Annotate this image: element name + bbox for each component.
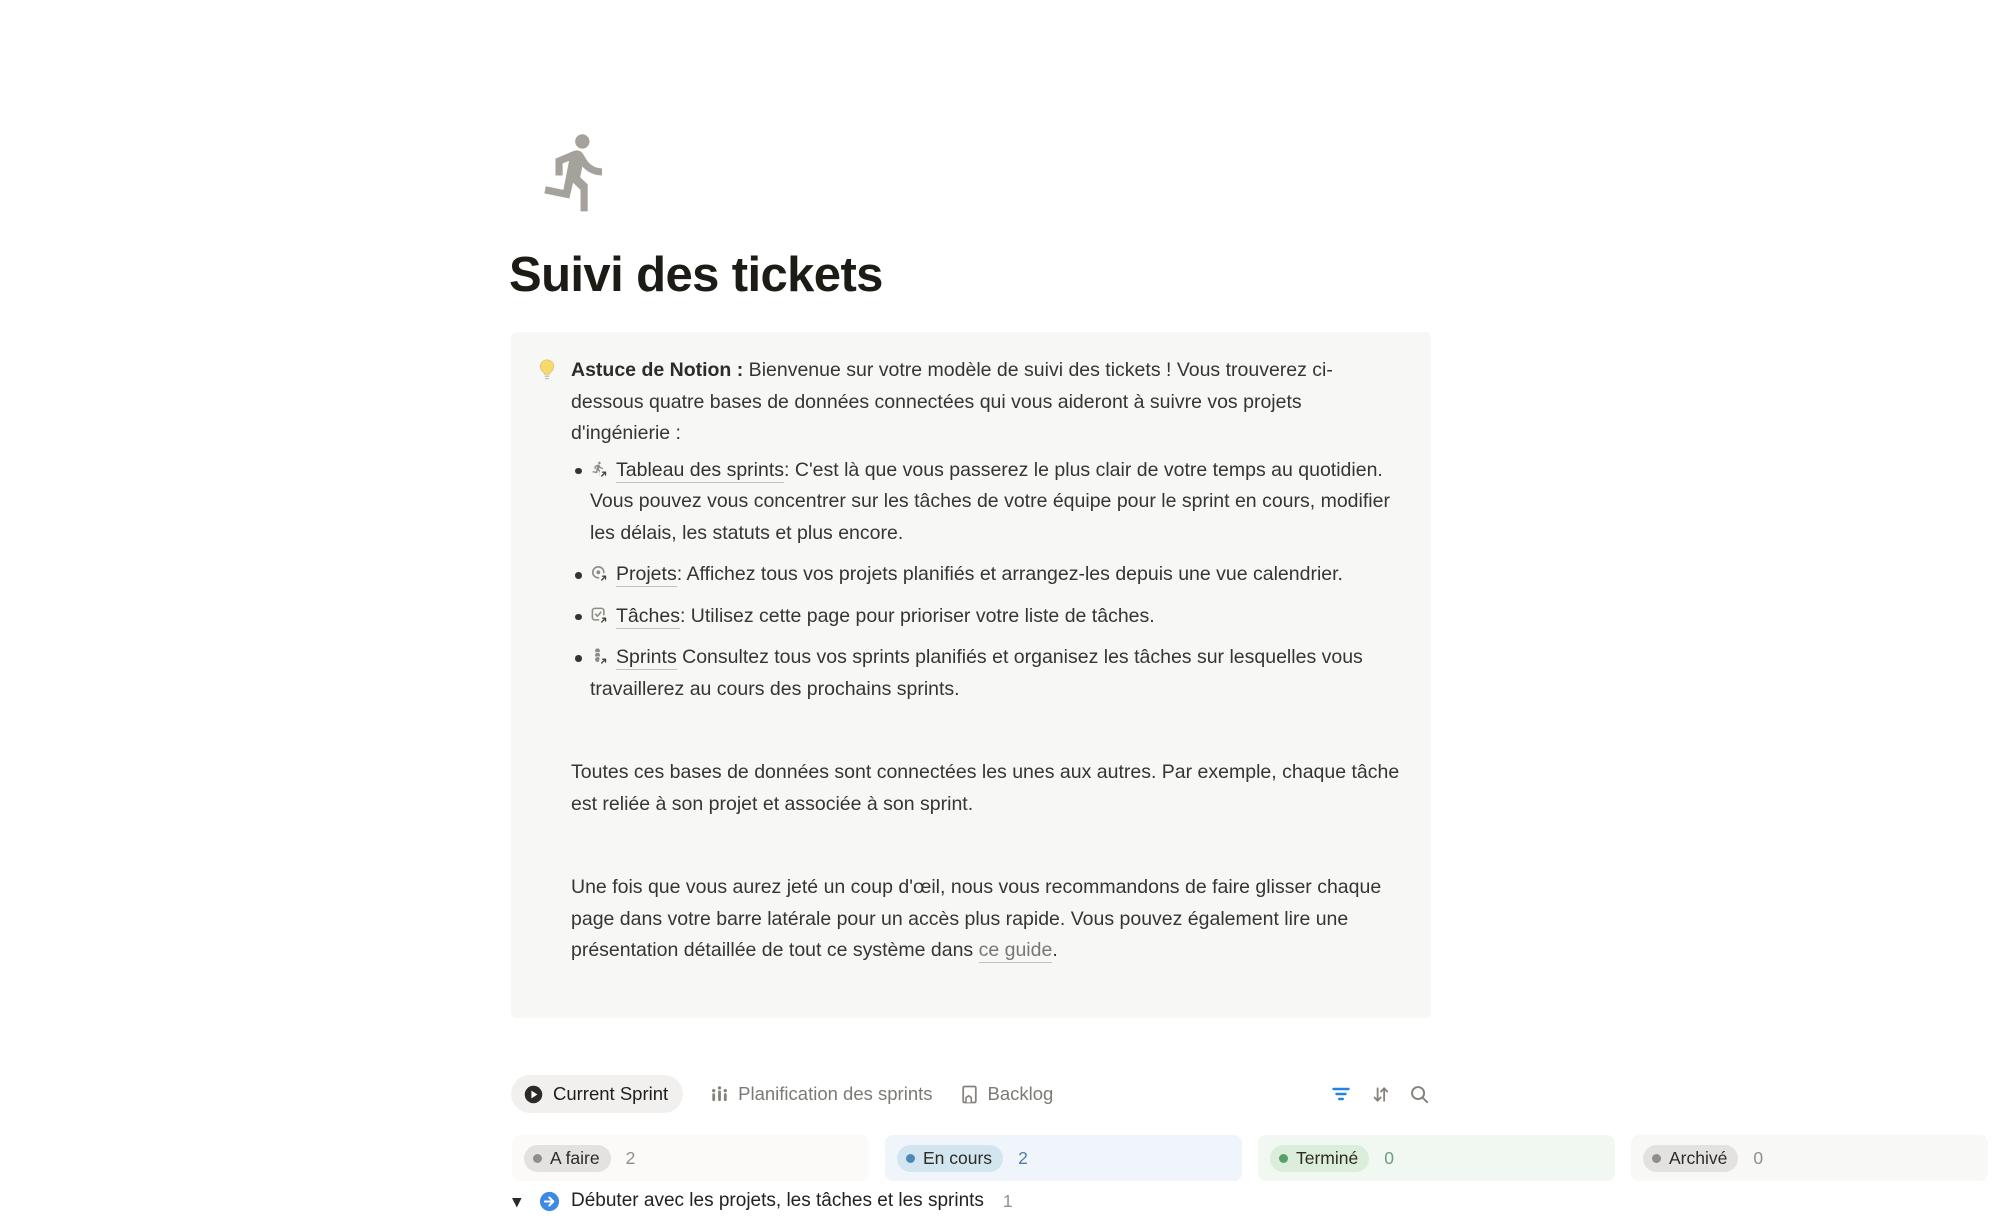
tab-planification-des-sprints[interactable] (709, 1083, 932, 1105)
tab-label: Planification des sprints (738, 1083, 933, 1104)
board-group-headers (512, 1135, 1992, 1181)
group-count: 2 (625, 1147, 636, 1168)
board-column-a-faire (512, 1135, 869, 1181)
list-item (571, 559, 1403, 591)
sprint-group-label[interactable]: Débuter avec les projets, les tâches et les sprints (571, 1190, 984, 1211)
list-item (571, 601, 1403, 633)
callout-intro (571, 355, 1403, 450)
tab-label: Current Sprint (553, 1083, 669, 1104)
board-column-archive (1631, 1135, 1988, 1181)
notion-tip-callout (511, 332, 1431, 1018)
status-label: Terminé (1296, 1147, 1359, 1168)
tab-current-sprint[interactable] (511, 1075, 683, 1113)
bullet-text: : C'est là que vous passerez le plus clair de votre temps au quotidien. Vous pouvez vous concentrer sur les tâches de votre équipe pour le sprint en cours, modifier les délais, les statuts et plus encore. (590, 458, 1390, 544)
status-badge[interactable] (1643, 1145, 1738, 1172)
link-projets[interactable]: Projets (616, 563, 677, 585)
link-ce-guide[interactable]: ce guide (978, 939, 1053, 961)
status-dot (906, 1154, 915, 1163)
bullet-text: : Utilisez cette page pour prioriser votre liste de tâches. (679, 604, 1155, 627)
bullet-text: Consultez tous vos sprints planifiés et organisez les tâches sur lesquelles vous travaillerez au cours des prochains sprints. (590, 646, 1363, 700)
sprint-arrow-icon (538, 1190, 561, 1213)
search-icon[interactable] (1407, 1082, 1431, 1106)
board-column-en-cours (885, 1135, 1242, 1181)
tab-backlog[interactable] (959, 1083, 1054, 1105)
sprint-group-count: 1 (1002, 1190, 1013, 1211)
callout-paragraph: Toutes ces bases de données sont connectées les unes aux autres. Par exemple, chaque tâche est reliée à son projet et associée à son sprint. (571, 761, 1400, 815)
book-icon (959, 1084, 980, 1105)
status-label: Archivé (1669, 1147, 1728, 1168)
light-bulb-icon (534, 357, 560, 383)
callout-intro-text: Bienvenue sur votre modèle de suivi des tickets ! Vous trouverez ci-dessous quatre bases de données connectées qui vous aideront à suivre vos projets d'ingénierie : (571, 359, 1333, 444)
group-count: 0 (1384, 1147, 1394, 1168)
target-link-icon (590, 562, 609, 581)
timeline-icon (709, 1084, 730, 1105)
list-item (571, 642, 1403, 705)
runner-link-icon (590, 458, 609, 477)
callout-paragraph (571, 872, 1403, 967)
callout-intro-bold: Astuce de Notion : (571, 359, 744, 381)
status-badge[interactable] (897, 1145, 1003, 1172)
status-dot (1652, 1154, 1661, 1163)
page-icon-runner[interactable] (534, 128, 620, 216)
callout-body (571, 355, 1403, 967)
page-title[interactable]: Suivi des tickets (509, 248, 883, 302)
task-link-icon (590, 604, 609, 623)
database-views-bar (511, 1072, 1431, 1116)
view-toolbar (1329, 1082, 1431, 1106)
link-tableau-des-sprints[interactable]: Tableau des sprints (616, 458, 785, 481)
sort-icon[interactable] (1368, 1082, 1392, 1106)
link-sprints[interactable]: Sprints (616, 646, 677, 668)
tab-label: Backlog (987, 1083, 1054, 1104)
status-dot (1279, 1154, 1288, 1163)
board-column-termine (1258, 1135, 1615, 1181)
sprint-subgroup-row (512, 1186, 1512, 1216)
paragraph-text: . (1052, 939, 1058, 961)
play-circle-icon (523, 1084, 544, 1105)
status-label: A faire (550, 1147, 600, 1168)
link-taches[interactable]: Tâches (616, 604, 680, 627)
database-link-icon (590, 645, 609, 664)
group-count: 2 (1018, 1147, 1028, 1168)
list-item (571, 455, 1403, 550)
paragraph-text: Une fois que vous aurez jeté un coup d'œil, nous vous recommandons de faire glisser chaque page dans votre barre latérale pour un accès plus rapide. Vous pouvez également lire une présentation détaillée de tout ce système dans (571, 876, 1382, 961)
status-badge[interactable] (524, 1145, 611, 1172)
filter-icon[interactable] (1329, 1082, 1353, 1106)
runner-icon (534, 128, 620, 216)
status-dot (533, 1154, 542, 1163)
bullet-text: : Affichez tous vos projets planifiés et arrangez-les depuis une vue calendrier. (676, 563, 1343, 585)
group-count: 0 (1753, 1147, 1764, 1168)
callout-bullet-list (571, 455, 1403, 706)
collapse-toggle-icon[interactable]: ▼ (512, 1193, 522, 1209)
status-badge[interactable] (1270, 1145, 1369, 1172)
status-label: En cours (923, 1147, 993, 1168)
